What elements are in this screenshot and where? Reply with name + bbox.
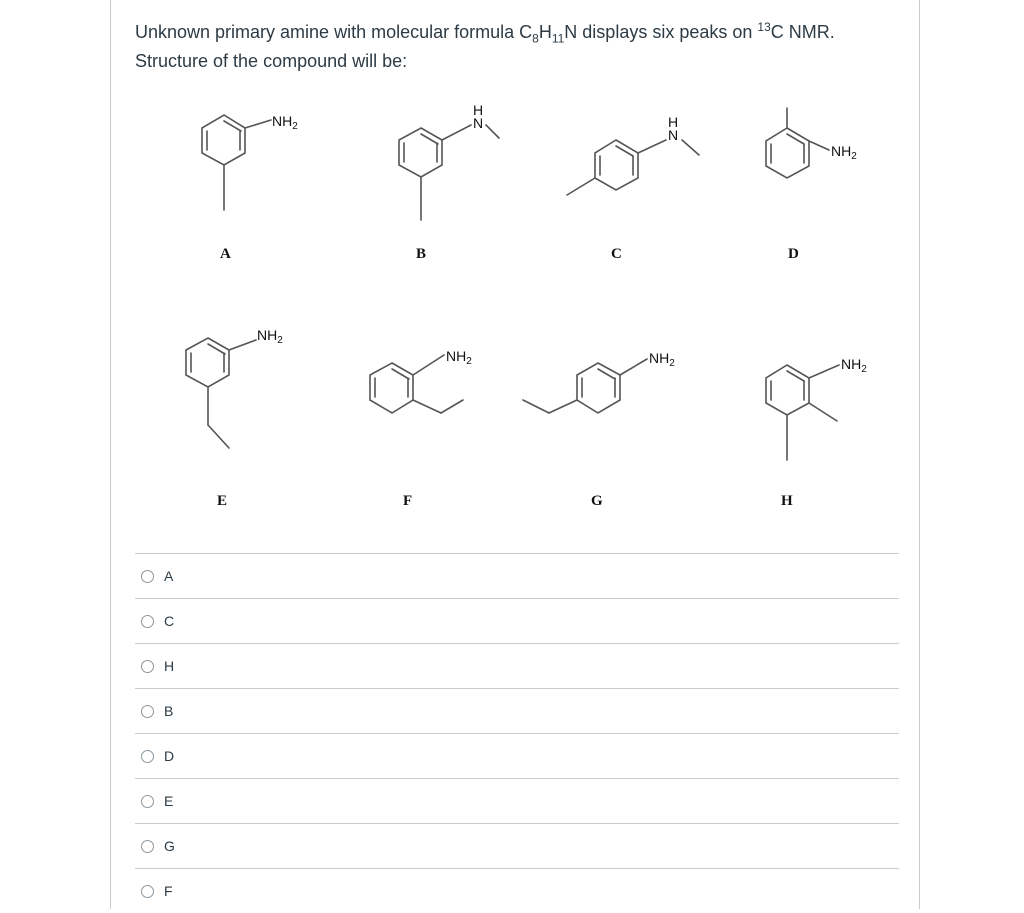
nh2-subscript: 2: [277, 335, 283, 346]
svg-text:NH2: [257, 327, 283, 346]
answer-label: E: [164, 793, 174, 809]
answer-label: D: [164, 748, 175, 764]
radio-button[interactable]: [141, 660, 154, 673]
svg-text:NH2: [841, 356, 867, 375]
nh2-label: NH: [841, 356, 862, 372]
answer-option-f[interactable]: [135, 868, 899, 913]
structure-d: [766, 108, 857, 262]
radio-button[interactable]: [141, 750, 154, 763]
structure-a: [202, 113, 298, 262]
answer-option-h[interactable]: [135, 643, 899, 688]
answer-label: H: [164, 658, 175, 674]
nh2-subscript: 2: [669, 358, 675, 369]
structure-f: [370, 348, 472, 509]
radio-button[interactable]: [141, 570, 154, 583]
answer-option-a[interactable]: [135, 553, 899, 598]
structures-figure: [111, 95, 921, 525]
nh2-subscript: 2: [466, 356, 472, 367]
nh2-label: NH: [831, 143, 852, 159]
answer-label: A: [164, 568, 174, 584]
h-label: H: [668, 114, 679, 130]
subscript-11: 11: [551, 31, 565, 46]
answer-label: F: [164, 883, 173, 899]
answer-option-g[interactable]: [135, 823, 899, 868]
structure-g: [523, 350, 675, 509]
question-text-part: C NMR.: [770, 22, 835, 42]
nh2-subscript: 2: [861, 364, 867, 375]
structure-letter-e: E: [217, 493, 228, 509]
h-label: H: [473, 102, 484, 118]
answer-list: [135, 553, 899, 913]
question-text-part: H: [538, 22, 552, 42]
question-text: [135, 18, 905, 76]
answer-option-d[interactable]: [135, 733, 899, 778]
n-label: N: [668, 127, 679, 143]
answer-option-c[interactable]: [135, 598, 899, 643]
answer-option-e[interactable]: [135, 778, 899, 823]
structure-letter-d: D: [788, 246, 799, 262]
nh2-label: NH: [272, 113, 293, 129]
radio-button[interactable]: [141, 885, 154, 898]
svg-text:NH2: [649, 350, 675, 369]
structure-c: [567, 114, 699, 262]
nh2-subscript: 2: [292, 121, 298, 132]
structure-letter-g: G: [591, 493, 603, 509]
nh2-subscript: 2: [851, 151, 857, 162]
n-label: N: [473, 115, 484, 131]
radio-button[interactable]: [141, 795, 154, 808]
structure-letter-f: F: [403, 493, 413, 509]
svg-text:NH2: [272, 113, 298, 132]
svg-text:NH2: [831, 143, 857, 162]
structure-letter-a: A: [220, 246, 231, 262]
structure-h: [766, 356, 867, 509]
question-text-part: Unknown primary amine with molecular formula C: [135, 22, 533, 42]
structures-svg: [111, 95, 921, 525]
superscript-13: 13: [757, 20, 771, 34]
nh2-label: NH: [446, 348, 467, 364]
answer-label: G: [164, 838, 175, 854]
nh2-label: NH: [257, 327, 278, 343]
answer-label: B: [164, 703, 174, 719]
question-text-line2: Structure of the compound will be:: [135, 51, 408, 71]
answer-option-b[interactable]: [135, 688, 899, 733]
question-text-part: N displays six peaks on: [564, 22, 758, 42]
radio-button[interactable]: [141, 705, 154, 718]
answer-label: C: [164, 613, 175, 629]
radio-button[interactable]: [141, 615, 154, 628]
question-card: [110, 0, 920, 909]
structure-letter-c: C: [611, 246, 622, 262]
radio-button[interactable]: [141, 840, 154, 853]
structure-b: [399, 102, 499, 262]
nh2-label: NH: [649, 350, 670, 366]
subscript-8: 8: [532, 31, 539, 46]
structure-letter-b: B: [416, 246, 427, 262]
svg-text:NH2: [446, 348, 472, 367]
structure-e: [186, 327, 283, 509]
structure-letter-h: H: [781, 493, 793, 509]
